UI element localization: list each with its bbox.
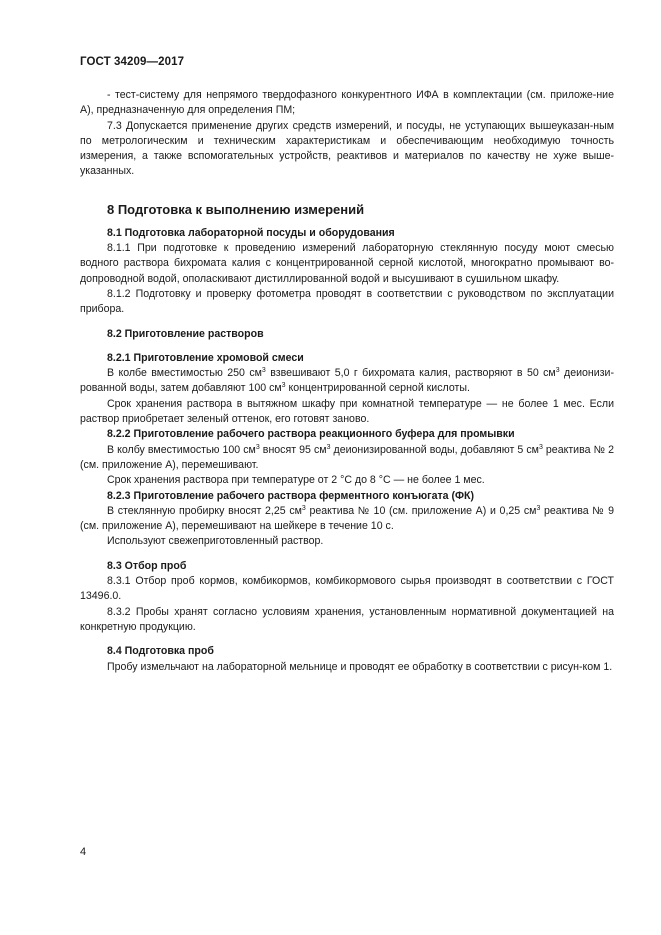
paragraph-8-1-2: 8.1.2 Подготовку и проверку фотометра проводят в соответствии с руководством по эксплуатации прибора. [80,287,614,316]
section-8-2-2-title: 8.2.2 Приготовление рабочего раствора реакционного буфера для промывки [107,428,515,441]
paragraph-8-3-1: 8.3.1 Отбор проб кормов, комбикормов, комбикормового сырья производят в соответствии с ГОСТ 13496.0. [80,575,614,603]
superscript: 3 [301,504,306,512]
section-8-2-title: 8.2 Приготовление растворов [107,327,264,340]
superscript: 3 [555,367,560,375]
section-8-title: 8 Подготовка к выполнению измерений [107,201,365,217]
superscript: 3 [261,367,266,375]
section-8-2-1-title: 8.2.1 Приготовление хромовой смеси [107,351,304,364]
paragraph-8-1-1: 8.1.1 При подготовке к проведению измерений лабораторную стеклянную посуду моют смесью водного раствора бихромата калия с концентрированной серной кислотой, многократно промывают во-допроводной водой, ополаскивают дистиллированной водой и высушивают в сушильном шкафу. [80,242,614,285]
paragraph-8-2-3-b: Используют свежеприготовленный раствор. [107,535,324,548]
section-8-4-title: 8.4 Подготовка проб [107,645,214,658]
superscript: 3 [538,443,543,451]
paragraph-test-system: - тест-систему для непрямого твердофазного конкурентного ИФА в комплектации (см. приложе-ние А), предназначенную для определения ПМ; [80,89,614,117]
paragraph-8-4: Пробу измельчают на лабораторной мельнице и проводят ее обработку в соответствии с рисун-ком 1. [107,660,613,673]
paragraph-7-3: 7.3 Допускается применение других средств измерений, и посуды, не уступающих вышеуказан-ным по метрологическим и техническим характеристикам и обеспечивающим необходимую точность измерения, а также вспомогательных устройств, реактивов и материалов по качеству не хуже выше-указанных. [80,119,614,178]
superscript: 3 [255,443,260,451]
superscript: 3 [326,443,331,451]
section-8-1-title: 8.1 Подготовка лабораторной посуды и оборудования [107,226,395,239]
section-8-2-3-title: 8.2.3 Приготовление рабочего раствора ферментного конъюгата (ФК) [107,489,475,502]
document-header: ГОСТ 34209—2017 [80,56,185,68]
section-8-3-title: 8.3 Отбор проб [107,559,187,572]
page-number: 4 [80,846,87,858]
paragraph-8-2-1-b: Срок хранения раствора в вытяжном шкафу при комнатной температуре — не более 1 мес. Если раствор приобретает зеленый оттенок, его готовят заново. [80,397,614,426]
document-page [80,56,614,675]
superscript: 3 [281,382,286,390]
paragraph-8-2-2-a: В колбу вместимостью 100 $см^3$ вносят 95 $см^3$ деионизированной воды, добавляют 5 $см^3$ реактива № 2 (см. приложение А), перемешивают. [80,443,615,471]
superscript: 3 [536,504,541,512]
paragraph-8-2-1-a: В колбе вместимостью 250 $см^3$ взвешивают 5,0 г бихромата калия, растворяют в 50 $см^3$ деионизи-рованной воды, затем добавляют 100 $см^3$ концентрированной серной кислоты. [80,367,614,395]
paragraph-8-3-2: 8.3.2 Пробы хранят согласно условиям хранения, установленным нормативной документацией на конкретную продукцию. [80,605,614,633]
paragraph-8-2-3-a: В стеклянную пробирку вносят 2,25 $см^3$ реактива № 10 (см. приложение А) и 0,25 $см^3$ реактива № 9 (см. приложение А), перемешивают на шейкере в течение 10 с. [80,504,614,533]
paragraph-8-2-2-b: Срок хранения раствора при температуре от 2 °С до 8 °С — не более 1 мес. [107,474,485,487]
